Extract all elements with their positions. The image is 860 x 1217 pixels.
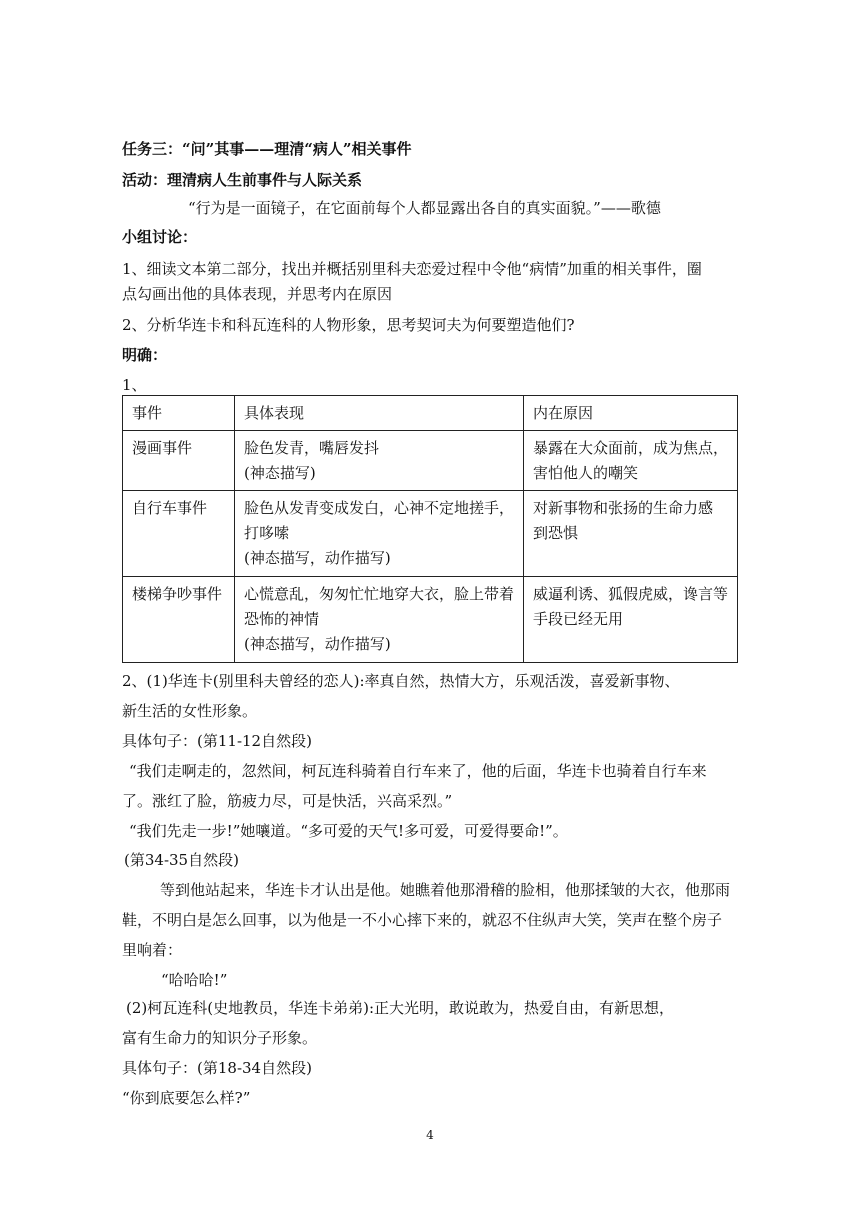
answer-1-label: 1、 (122, 376, 147, 394)
activity-heading: 活动：理清病人生前事件与人际关系 (122, 171, 363, 189)
event-cell: 漫画事件 (123, 431, 235, 491)
events-table (122, 395, 738, 663)
reason-line: 手段已经无用 (532, 610, 623, 628)
header-reason: 内在原因 (523, 396, 737, 431)
sentence-3-line-1: “你到底要怎么样?” (122, 1089, 251, 1107)
detail-line: (神态描写) (243, 464, 316, 482)
question-1-line-2: 点勾画出他的具体表现，并思考内在原因 (122, 285, 393, 303)
reason-cell (523, 431, 737, 491)
detail-line: 心慌意乱，匆匆忙忙地穿大衣，脸上带着 (243, 585, 514, 603)
question-2: 2、分析华连卡和科瓦连科的人物形象，思考契诃夫为何要塑造他们? (122, 316, 575, 334)
detail-cell (234, 491, 523, 577)
event-cell: 自行车事件 (123, 491, 235, 577)
sentences-1-label: 具体句子：(第11-12自然段) (122, 732, 312, 750)
question-1-line-1: 1、细读文本第二部分，找出并概括别里科夫恋爱过程中令他“病情”加重的相关事件，圈 (122, 260, 702, 278)
reason-line: 威逼利诱、狐假虎威，谗言等 (532, 585, 728, 603)
reason-line: 暴露在大众面前，成为焦点， (532, 439, 728, 457)
header-detail: 具体表现 (234, 396, 523, 431)
table-row (123, 491, 738, 577)
answer-2-line-2: 新生活的女性形象。 (122, 702, 258, 720)
reason-line: 害怕他人的嘲笑 (532, 464, 638, 482)
sentence-2-line-3: 里响着： (122, 941, 183, 959)
answer-2b-line-2: 富有生命力的知识分子形象。 (122, 1029, 318, 1047)
sentence-1-line-3: “我们先走一步!”她嚷道。“多可爱的天气!多可爱，可爱得要命!”。 (129, 822, 568, 840)
reason-cell (523, 491, 737, 577)
answer-heading: 明确： (122, 346, 168, 364)
sentence-1-line-1: “我们走啊走的，忽然间，柯瓦连科骑着自行车来了，他的后面，华连卡也骑着自行车来 (129, 762, 707, 780)
answer-2-line-1: 2、(1)华连卡(别里科夫曾经的恋人):率真自然，热情大方，乐观活泼，喜爱新事物、 (122, 672, 680, 690)
detail-line: 脸色从发青变成发白，心神不定地搓手， (243, 499, 514, 517)
task-title: 任务三：“问”其事——理清“病人”相关事件 (122, 140, 412, 158)
detail-line: 打哆嗦 (243, 524, 289, 542)
paragraph-ref-2: (第34-35自然段) (124, 851, 239, 869)
reason-line: 到恐惧 (532, 524, 578, 542)
table-row (123, 577, 738, 663)
goethe-quote: “行为是一面镜子，在它面前每个人都显露出各自的真实面貌。”——歌德 (188, 199, 661, 217)
event-cell: 楼梯争吵事件 (123, 577, 235, 663)
page-number: 4 (426, 1128, 434, 1142)
detail-line: 恐怖的神情 (243, 610, 319, 628)
reason-cell (523, 577, 737, 663)
discussion-heading: 小组讨论： (122, 228, 198, 246)
sentence-2-line-4: “哈哈哈!” (161, 971, 228, 989)
header-event: 事件 (123, 396, 235, 431)
sentence-2-line-1: 等到他站起来，华连卡才认出是他。她瞧着他那滑稽的脸相，他那揉皱的大衣，他那雨 (160, 881, 731, 899)
reason-line: 对新事物和张扬的生命力感 (532, 499, 713, 517)
detail-cell (234, 431, 523, 491)
detail-cell (234, 577, 523, 663)
detail-line: 脸色发青，嘴唇发抖 (243, 439, 379, 457)
sentences-2-label: 具体句子：(第18-34自然段) (122, 1059, 312, 1077)
detail-line: (神态描写，动作描写) (243, 635, 391, 653)
sentence-2-line-2: 鞋，不明白是怎么回事，以为他是一不小心摔下来的，就忍不住纵声大笑，笑声在整个房子 (122, 911, 723, 929)
table-header-row (123, 396, 738, 431)
answer-2b-line-1: (2)柯瓦连科(史地教员，华连卡弟弟):正大光明，敢说敢为，热爱自由，有新思想， (126, 999, 675, 1017)
sentence-1-line-2: 了。涨红了脸，筋疲力尽，可是快活，兴高采烈。” (122, 792, 453, 810)
table-row (123, 431, 738, 491)
detail-line: (神态描写，动作描写) (243, 549, 391, 567)
